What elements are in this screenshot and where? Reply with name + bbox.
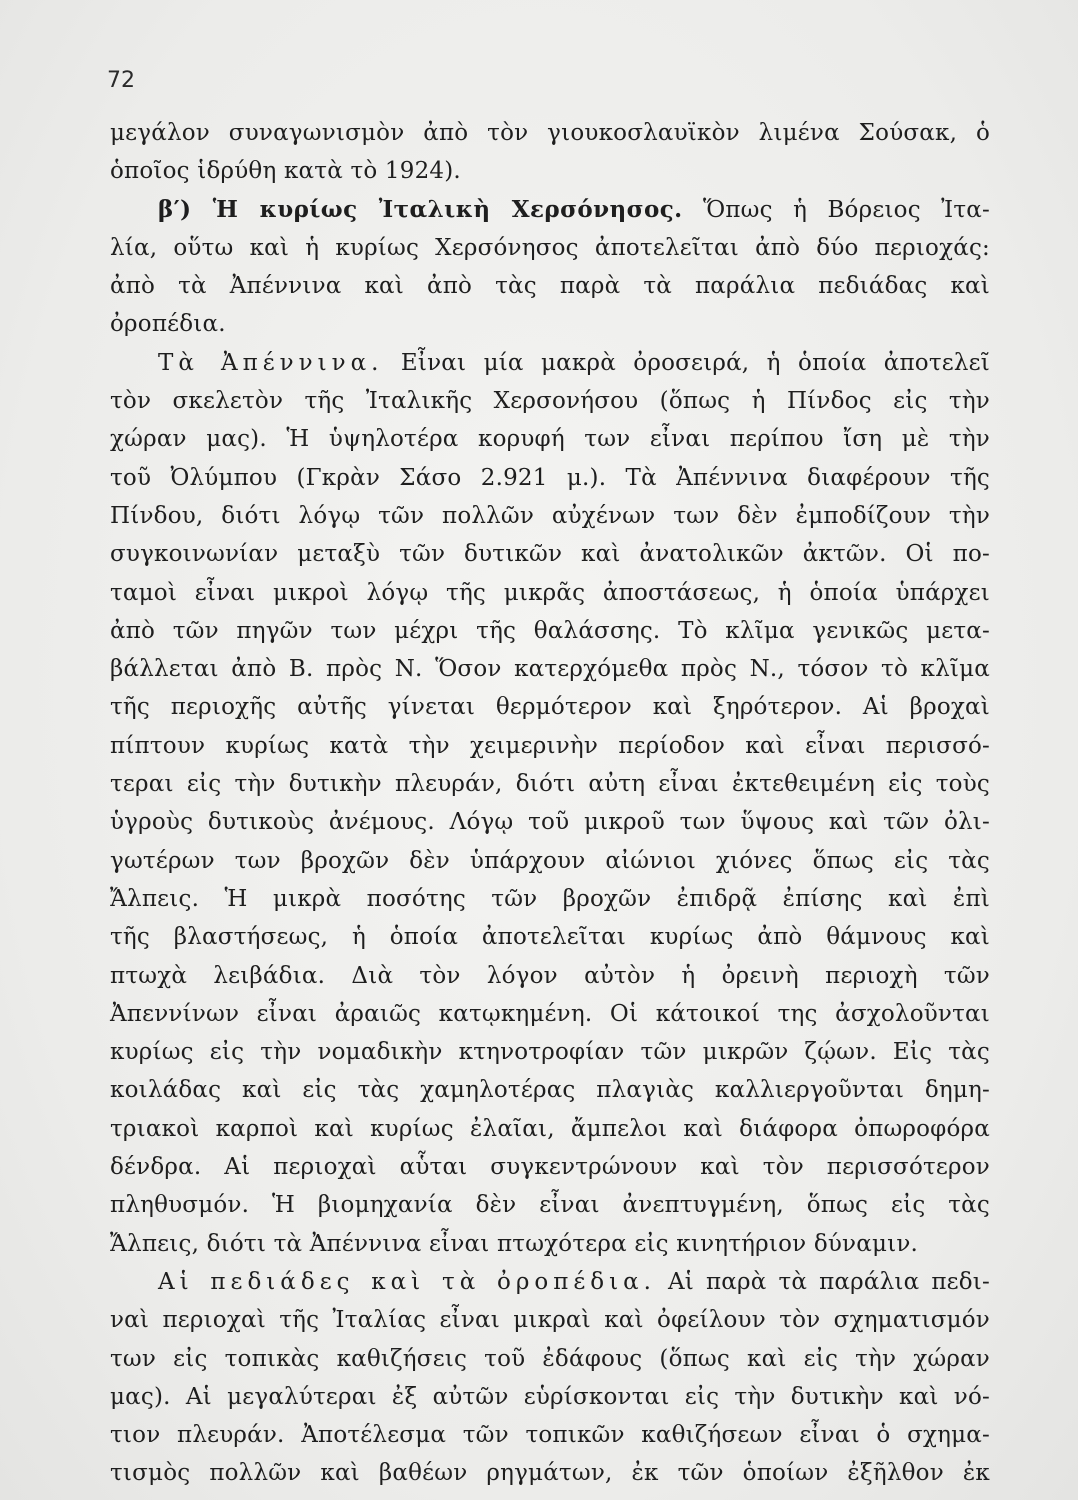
subsection-heading-line [110,1263,990,1301]
text-line: τὸν σκελετὸν τῆς Ἰταλικῆς Χερσονήσου (ὅπως ἡ Πίνδος εἰς τὴν [110,388,990,415]
text-line: τισμὸς πολλῶν καὶ βαθέων ρηγμάτων, ἐκ τῶν ὁποίων ἐξῆλθον ἐκ [110,1460,990,1487]
subsection-heading-line [110,344,990,382]
text-line: μας). Αἱ μεγαλύτεραι ἐξ αὐτῶν εὑρίσκονται εἰς τὴν δυτικὴν καὶ νό- [110,1383,990,1410]
body-text [110,114,990,1493]
text-line: δένδρα. Αἱ περιοχαὶ αὗται συγκεντρώνουν καὶ τὸν περισσότερον [110,1154,990,1181]
text-line: ἀπὸ τὰ Ἀπέννινα καὶ ἀπὸ τὰς παρὰ τὰ παράλια πεδιάδας καὶ [110,273,990,300]
text-line: ὀροπέδια. [110,311,226,338]
text-line: χώραν μας). Ἡ ὑψηλοτέρα κορυφή των εἶναι περίπου ἴση μὲ τὴν [110,426,990,453]
text-line: πίπτουν κυρίως κατὰ τὴν χειμερινὴν περίοδον καὶ εἶναι περισσό- [110,732,990,759]
text-line: των εἰς τοπικὰς καθιζήσεις τοῦ ἐδάφους (ὅπως καὶ εἰς τὴν χώραν [110,1345,990,1372]
text-line: τριακοὶ καρποὶ καὶ κυρίως ἐλαῖαι, ἄμπελοι καὶ διάφορα ὀπωροφόρα [110,1115,990,1142]
text-line: Ἄλπεις, διότι τὰ Ἀπέννινα εἶναι πτωχότερα εἰς κινητήριον δύναμιν. [110,1230,919,1257]
text-line: γωτέρων των βροχῶν δὲν ὑπάρχουν αἰώνιοι χιόνες ὅπως εἰς τὰς [110,847,990,874]
subsection-heading: Τὰ Ἀπέννινα. [158,349,384,376]
text-line: Ἀπεννίνων εἶναι ἀραιῶς κατῳκημένη. Οἱ κάτοικοί της ἀσχολοῦνται [110,1000,990,1027]
text-line: ὑγροὺς δυτικοὺς ἀνέμους. Λόγῳ τοῦ μικροῦ των ὕψους καὶ τῶν ὀλι- [110,809,990,836]
text-line: πληθυσμόν. Ἡ βιομηχανία δὲν εἶναι ἀνεπτυγμένη, ὅπως εἰς τὰς [110,1192,990,1219]
text-line: ναὶ περιοχαὶ τῆς Ἰταλίας εἶναι μικραὶ καὶ ὀφείλουν τὸν σχηματισμόν [110,1307,990,1334]
text-fragment: Ὅπως ἡ Βόρειος Ἰτα- [682,196,990,223]
text-line: μεγάλον συναγωνισμὸν ἀπὸ τὸν γιουκοσλαυϊκὸν λιμένα Σούσακ, ὁ [110,120,990,146]
text-line: τοῦ Ὀλύμπου (Γκρὰν Σάσο 2.921 μ.). Τὰ Ἀπέννινα διαφέρουν τῆς [110,464,990,491]
section-heading: β′) Ἡ κυρίως Ἰταλικὴ Χερσόνησος. [158,195,683,223]
text-line: βάλλεται ἀπὸ Β. πρὸς Ν. Ὅσον κατερχόμεθα πρὸς Ν., τόσον τὸ κλῖμα [110,656,990,683]
text-line: κοιλάδας καὶ εἰς τὰς χαμηλοτέρας πλαγιὰς καλλιεργοῦνται δημη- [110,1077,990,1104]
section-heading-line [110,191,990,229]
text-line: τῆς βλαστήσεως, ἡ ὁποία ἀποτελεῖται κυρίως ἀπὸ θάμνους καὶ [110,924,990,951]
text-line: συγκοινωνίαν μεταξὺ τῶν δυτικῶν καὶ ἀνατολικῶν ἀκτῶν. Οἱ πο- [110,541,990,568]
text-line: ἀπὸ τῶν πηγῶν των μέχρι τῆς θαλάσσης. Τὸ κλῖμα γενικῶς μετα- [110,617,990,644]
text-line: ταμοὶ εἶναι μικροὶ λόγῳ τῆς μικρᾶς ἀποστάσεως, ἡ ὁποία ὑπάρχει [110,579,990,606]
text-fragment: Αἱ παρὰ τὰ παράλια πεδι- [655,1268,990,1295]
text-line: κυρίως εἰς τὴν νομαδικὴν κτηνοτροφίαν τῶν μικρῶν ζῴων. Εἰς τὰς [110,1039,990,1066]
text-line: Ἄλπεις. Ἡ μικρὰ ποσότης τῶν βροχῶν ἐπιδρᾷ ἐπίσης καὶ ἐπὶ [110,885,990,912]
text-line: λία, οὕτω καὶ ἡ κυρίως Χερσόνησος ἀποτελεῖται ἀπὸ δύο περιοχάς: [110,234,990,261]
subsection-heading: Αἱ πεδιάδες καὶ τὰ ὀροπέδια. [158,1268,656,1295]
text-line: τιον πλευράν. Ἀποτέλεσμα τῶν τοπικῶν καθιζήσεων εἶναι ὁ σχημα- [110,1422,990,1449]
text-line: τεραι εἰς τὴν δυτικὴν πλευράν, διότι αὐτη εἶναι ἐκτεθειμένη εἰς τοὺς [110,771,990,798]
page-number: 72 [107,68,135,93]
text-line: τῆς περιοχῆς αὐτῆς γίνεται θερμότερον καὶ ξηρότερον. Αἱ βροχαὶ [110,694,990,721]
text-line: ὁποῖος ἱδρύθη κατὰ τὸ 1924). [110,158,461,185]
text-line: πτωχὰ λειβάδια. Διὰ τὸν λόγον αὐτὸν ἡ ὀρεινὴ περιοχὴ τῶν [110,962,990,989]
text-line: Πίνδου, διότι λόγῳ τῶν πολλῶν αὐχένων των δὲν ἐμποδίζουν τὴν [110,502,990,529]
text-fragment: Εἶναι μία μακρὰ ὀροσειρά, ἡ ὁποία ἀποτελεῖ [383,349,990,376]
